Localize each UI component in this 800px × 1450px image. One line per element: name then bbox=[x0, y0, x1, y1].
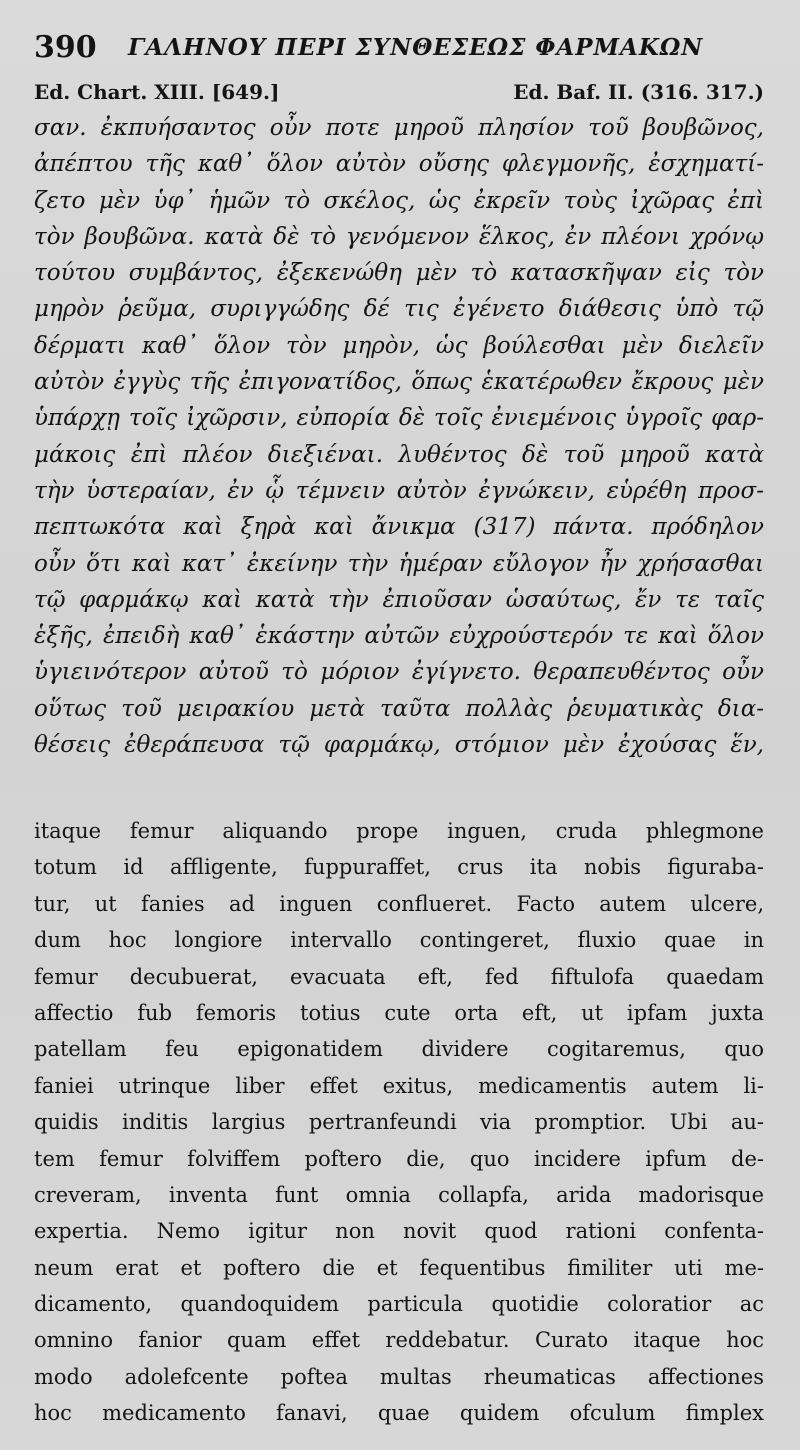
latin-text-line: tem femur folviffem poftero die, quo incidere ipfum de- bbox=[34, 1146, 764, 1171]
greek-text-line: τὴν ὑστεραίαν, ἐν ᾧ τέμνειν αὐτὸν ἐγνώκειν, εὑρέθη προσ- bbox=[34, 477, 764, 504]
edition-reference-left: Ed. Chart. XIII. [649.] bbox=[34, 80, 280, 104]
greek-text-line: σαν. ἐκπυήσαντος οὖν ποτε μηροῦ πλησίον τοῦ βουβῶνος, bbox=[34, 115, 764, 141]
greek-text-line: αὐτὸν ἐγγὺς τῆς ἐπιγονατίδος, ὅπως ἑκατέρωθεν ἔκρους μὲν bbox=[34, 369, 764, 396]
latin-text-line: totum id affligente, fuppuraffet, crus ita nobis figuraba- bbox=[34, 855, 764, 880]
greek-text-line: θέσεις ἐθεράπευσα τῷ φαρμάκῳ, στόμιον μὲν ἐχούσας ἕν, bbox=[34, 732, 764, 759]
latin-text-line: tur, ut fanies ad inguen conflueret. Facto autem ulcere, bbox=[34, 891, 764, 916]
edition-reference-right: Ed. Baf. II. (316. 317.) bbox=[513, 80, 764, 104]
latin-text-line: patellam feu epigonatidem dividere cogitaremus, quo bbox=[34, 1037, 764, 1062]
greek-text-line: ἑξῆς, ἐπειδὴ καθ᾿ ἑκάστην αὐτῶν εὐχρούστερόν τε καὶ ὅλον bbox=[34, 623, 764, 650]
latin-text-line: expertia. Nemo igitur non novit quod rationi confenta- bbox=[34, 1219, 764, 1244]
edition-reference-line bbox=[34, 80, 764, 108]
latin-text-line: hoc medicamento fanavi, quae quidem ofculum fimplex bbox=[34, 1401, 764, 1426]
greek-text-block bbox=[34, 110, 764, 763]
latin-text-line: faniei utrinque liber effet exitus, medicamentis autem li- bbox=[34, 1073, 764, 1098]
latin-text-block bbox=[34, 813, 764, 1432]
greek-text-line: ὑπάρχῃ τοῖς ἰχῶρσιν, εὐπορία δὲ τοῖς ἐνιεμένοις ὑγροῖς φαρ- bbox=[34, 405, 764, 432]
greek-text-line: μηρὸν ῥεῦμα, συριγγώδης δέ τις ἐγένετο διάθεσις ὑπὸ τῷ bbox=[34, 296, 764, 323]
greek-text-line: τὸν βουβῶνα. κατὰ δὲ τὸ γενόμενον ἕλκος, ἐν πλέονι χρόνῳ bbox=[34, 223, 764, 250]
greek-text-line: οὖν ὅτι καὶ κατ᾿ ἐκείνην τὴν ἡμέραν εὔλογον ἦν χρήσασθαι bbox=[34, 550, 764, 577]
running-title: ΓΑΛΗΝΟΥ ΠΕΡΙ ΣΥΝΘΕΣΕΩΣ ΦΑΡΜΑΚΩΝ bbox=[128, 34, 704, 61]
latin-text-line: itaque femur aliquando prope inguen, cruda phlegmone bbox=[34, 819, 764, 843]
greek-text-line: τούτου συμβάντος, ἐξεκενώθη μὲν τὸ κατασκῆψαν εἰς τὸν bbox=[34, 260, 764, 287]
latin-text-line: omnino fanior quam effet reddebatur. Curato itaque hoc bbox=[34, 1328, 764, 1353]
latin-text-line: dum hoc longiore intervallo contingeret, fluxio quae in bbox=[34, 928, 764, 953]
greek-text-line: μάκοις ἐπὶ πλέον διεξιέναι. λυθέντος δὲ τοῦ μηροῦ κατὰ bbox=[34, 441, 764, 468]
greek-text-line: ἀπέπτου τῆς καθ᾿ ὅλον αὐτὸν οὔσης φλεγμονῆς, ἐσχηματί- bbox=[34, 151, 764, 178]
greek-text-line: ὑγιεινότερον αὐτοῦ τὸ μόριον ἐγίγνετο. θεραπευθέντος οὖν bbox=[34, 659, 764, 686]
latin-text-line: creveram, inventa funt omnia collapfa, arida madorisque bbox=[34, 1182, 764, 1207]
latin-text-line: dicamento, quandoquidem particula quotidie coloratior ac bbox=[34, 1292, 764, 1317]
latin-text-line: quidis inditis largius pertranfeundi via promptior. Ubi au- bbox=[34, 1110, 764, 1135]
greek-text-line: πεπτωκότα καὶ ξηρὰ καὶ ἄνικμα (317) πάντα. πρόδηλον bbox=[34, 514, 764, 541]
latin-text-line: affectio fub femoris totius cute orta eft, ut ipfam juxta bbox=[34, 1000, 764, 1025]
latin-text-line: modo adolefcente poftea multas rheumaticas affectiones bbox=[34, 1364, 764, 1389]
greek-text-line: ζετο μὲν ὑφ᾿ ἡμῶν τὸ σκέλος, ὡς ἐκρεῖν τοὺς ἰχῶρας ἐπὶ bbox=[34, 187, 764, 214]
latin-text-line: femur decubuerat, evacuata eft, fed fiftulofa quaedam bbox=[34, 964, 764, 989]
page-number: 390 bbox=[34, 30, 97, 65]
greek-text-line: τῷ φαρμάκῳ καὶ κατὰ τὴν ἐπιοῦσαν ὡσαύτως, ἔν τε ταῖς bbox=[34, 586, 764, 613]
greek-text-line: δέρματι καθ᾿ ὅλον τὸν μηρὸν, ὡς βούλεσθαι μὲν διελεῖν bbox=[34, 332, 764, 359]
latin-text-line: neum erat et poftero die et fequentibus fimiliter uti me- bbox=[34, 1255, 764, 1280]
page-header bbox=[34, 30, 774, 70]
greek-text-line: οὕτως τοῦ μειρακίου μετὰ ταῦτα πολλὰς ῥευματικὰς δια- bbox=[34, 695, 764, 722]
